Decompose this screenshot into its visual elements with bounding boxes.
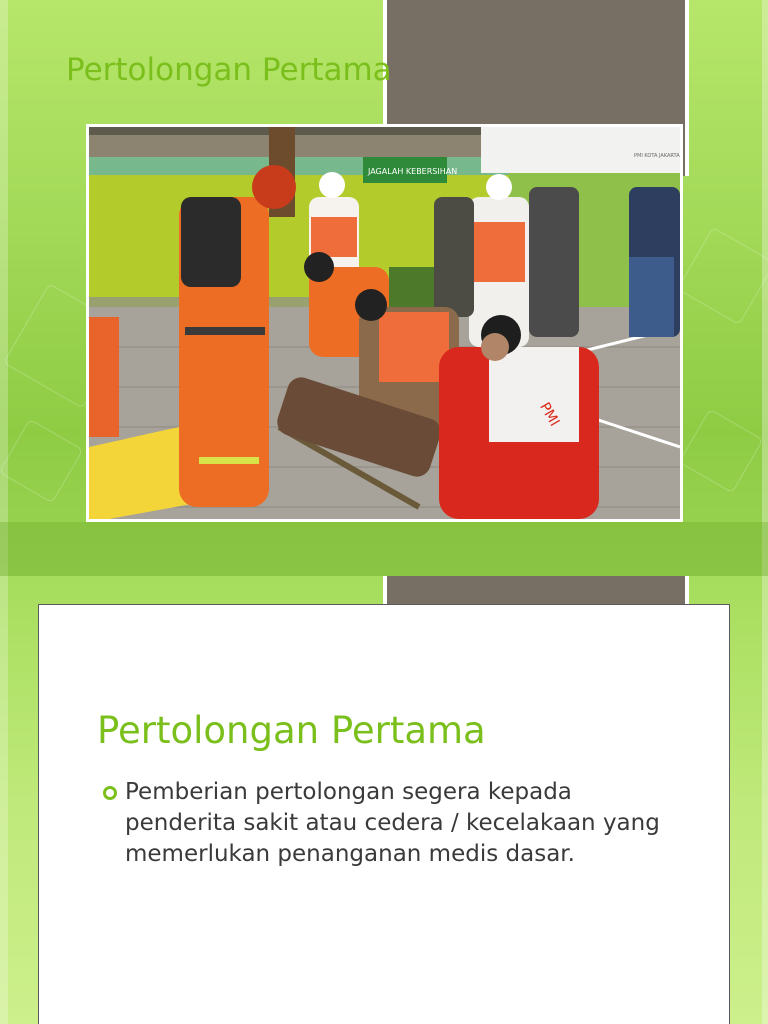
hexagon-pattern	[679, 409, 764, 494]
banner-text: JAGALAH KEBERSIHAN	[368, 167, 458, 176]
content-box	[38, 604, 730, 1024]
photo-first-aid-training	[89, 127, 680, 519]
slide-edge-band	[0, 576, 8, 1024]
hexagon-pattern	[677, 227, 768, 325]
circle-bullet-icon	[103, 786, 117, 800]
slide-edge-band	[762, 0, 768, 576]
slide-lower-strip	[0, 522, 768, 576]
hexagon-pattern	[0, 419, 83, 504]
bullet-text: Pemberian pertolongan segera kepada penderita sakit atau cedera / kecelakaan yang memerlukan penanganan medis dasar.	[125, 779, 660, 867]
slide-2	[0, 576, 768, 1024]
tent-text: PMI KOTA JAKARTA	[634, 153, 680, 159]
content-title: Pertolongan Pertama	[97, 709, 486, 752]
vest-text: PMI	[536, 399, 563, 430]
slide-title: Pertolongan Pertama	[66, 52, 392, 88]
photo-illustration	[89, 127, 680, 519]
slide-edge-band	[0, 0, 8, 576]
slide-edge-band	[762, 576, 768, 1024]
